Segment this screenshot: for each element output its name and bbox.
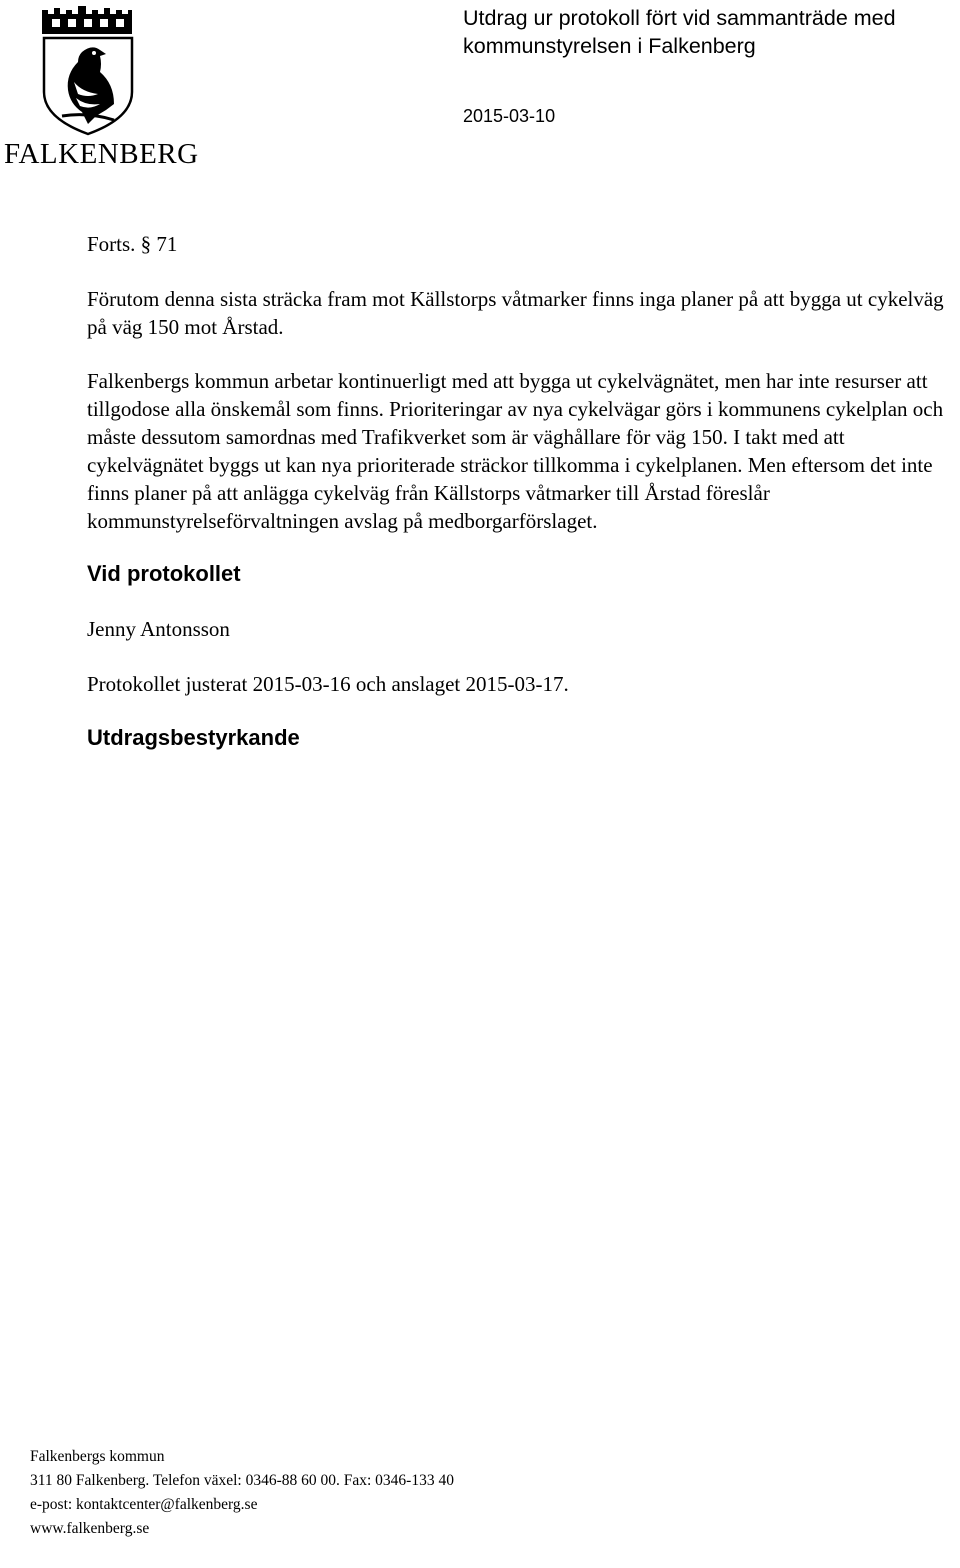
paragraph: Förutom denna sista sträcka fram mot Källstorps våtmarker finns inga planer på att bygga ut cykelväg på väg 150 mot Årstad. xyxy=(87,287,944,339)
footer-organization: Falkenbergs kommun xyxy=(30,1448,165,1465)
continuation-label: Forts. § 71 xyxy=(87,232,178,256)
signer-name: Jenny Antonsson xyxy=(87,617,230,641)
footer-address-phone: 311 80 Falkenberg. Telefon växel: 0346-88 60 00. Fax: 0346-133 40 xyxy=(30,1472,454,1489)
certification-heading: Utdragsbestyrkande xyxy=(87,725,300,750)
footer xyxy=(30,1445,454,1541)
footer-email: e-post: kontaktcenter@falkenberg.se xyxy=(30,1496,258,1513)
document-date: 2015-03-10 xyxy=(463,106,556,126)
footer-website: www.falkenberg.se xyxy=(30,1520,150,1537)
adjusted-note: Protokollet justerat 2015-03-16 och anslaget 2015-03-17. xyxy=(87,672,569,696)
paragraph: Falkenbergs kommun arbetar kontinuerligt med att bygga ut cykelvägnätet, men har inte resurser att tillgodose alla önskemål som finns. Prioriteringar av nya cykelvägar görs i kommunens cykelplan och måste dessutom samordnas med Trafikverket som är väghållare för väg 150. I takt med att cykelvägnätet byggs ut kan nya prioriterade sträckor tillkomma i cykelplanen. Men eftersom det inte finns planer på att anlägga cykelväg från Källstorps våtmarker till Årstad föreslår kommunstyrelseförvaltningen avslag på medborgarförslaget. xyxy=(87,369,944,533)
protocol-heading: Vid protokollet xyxy=(87,561,241,586)
organization-wordmark: FALKENBERG xyxy=(4,138,199,170)
document-title: Utdrag ur protokoll fört vid sammanträde med kommunstyrelsen i Falkenberg xyxy=(463,6,896,58)
